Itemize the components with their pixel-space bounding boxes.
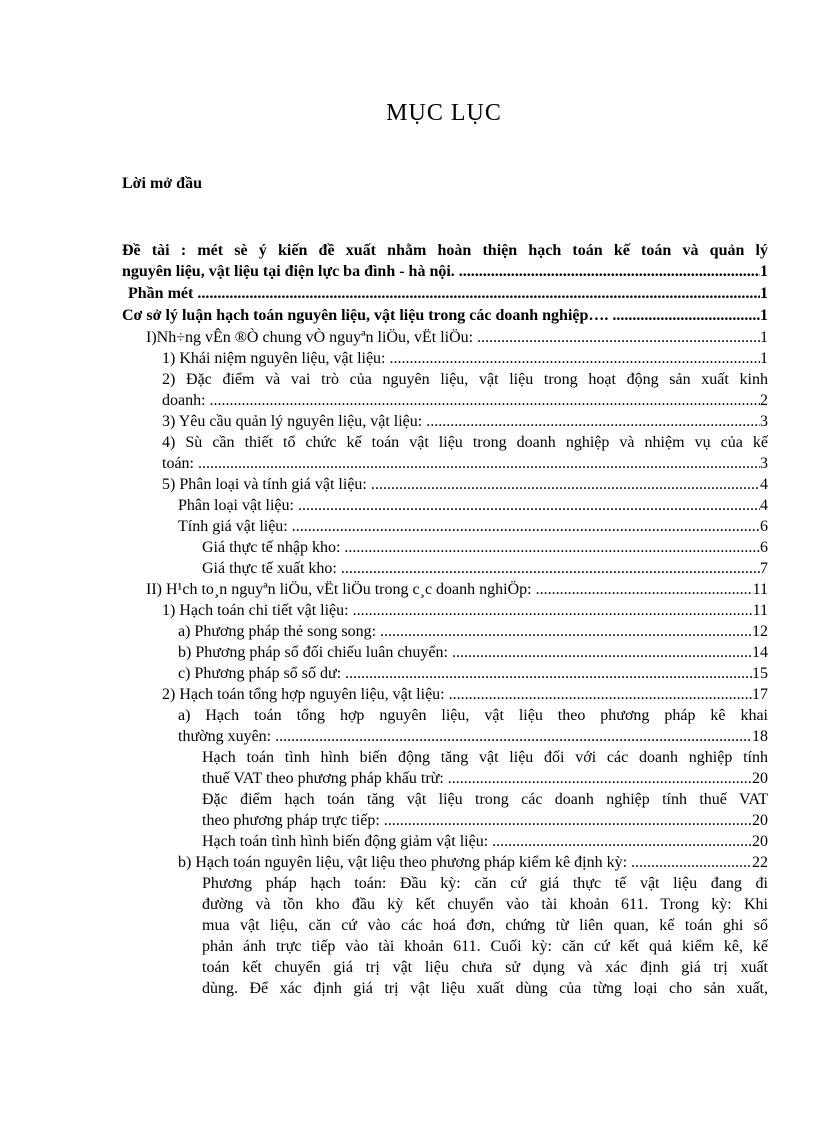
toc-entry-label: Giá thực tế xuất kho: xyxy=(202,560,337,577)
dot-leader xyxy=(448,642,752,663)
toc-page-number: 1 xyxy=(760,350,768,367)
toc-entry-s2-2a2 xyxy=(122,789,768,831)
toc-entry-label: b) Phương pháp sổ đối chiếu luân chuyển: xyxy=(178,644,448,661)
toc-entry-label: thuế VAT theo phương pháp khấu trừ: xyxy=(202,770,444,787)
toc-entry-label: 3) Yêu cầu quản lý nguyên liệu, vật liệu: xyxy=(162,413,423,430)
toc-entry-label: toán: xyxy=(162,455,194,472)
toc-entry-label: 1) Hạch toán chi tiết vật liệu: xyxy=(162,602,349,619)
toc-page-number: 4 xyxy=(760,476,768,493)
toc-entry-label: I)Nh÷ng vÊn ®Ò chung vÒ nguyªn liÖu, vËt liÖu: xyxy=(146,329,474,346)
toc-page-number: 12 xyxy=(752,623,768,640)
toc-entry-s1-5a xyxy=(122,495,768,516)
toc-entry-text-line: Hạch toán tình hình biến động tăng vật liệu đối với các doanh nghiệp tính xyxy=(202,749,768,766)
toc-entry-s2-1c xyxy=(122,663,768,684)
toc-entry-text-line: a) Hạch toán tổng hợp nguyên liệu, vật liệu theo phương pháp kê khai xyxy=(178,707,768,724)
toc-entry-s2-2a1 xyxy=(122,747,768,789)
toc-entry-s1-5b xyxy=(122,516,768,537)
toc-entry-label: theo phương pháp trực tiếp: xyxy=(202,812,380,829)
toc-entry-label: Hạch toán tình hình biến động giảm vật liệu: xyxy=(202,833,489,850)
toc-entry-label: 2) Hạch toán tổng hợp nguyên liệu, vật liệu: xyxy=(162,686,445,703)
toc-entry-label: Phân loại vật liệu: xyxy=(178,497,294,514)
toc-page-number: 11 xyxy=(752,581,768,598)
toc-entry-s1-4 xyxy=(122,432,768,474)
toc-page-number: 11 xyxy=(752,602,768,619)
toc-page-number: 22 xyxy=(752,854,768,871)
dot-leader xyxy=(367,474,760,495)
paragraph-line: mua vật liệu, căn cứ vào các hoá đơn, chứng từ liên quan, kế toán ghi sổ xyxy=(202,917,768,934)
toc-entry-label: c) Phương pháp sổ số dư: xyxy=(178,665,342,682)
dot-leader xyxy=(532,579,753,600)
toc-page-number: 2 xyxy=(760,392,768,409)
toc-entry-s2-2b xyxy=(122,852,768,873)
dot-leader xyxy=(341,663,752,684)
dot-leader xyxy=(288,516,760,537)
toc-entry-s1-3 xyxy=(122,411,768,432)
dot-leader xyxy=(194,453,760,474)
toc-entry-s1 xyxy=(122,327,768,348)
dot-leader xyxy=(340,537,760,558)
toc-entry-text-line: Đề tài : mét sè ý kiến đề xuất nhằm hoàn thiện hạch toán kế toán và quản lý xyxy=(122,242,768,259)
dot-leader xyxy=(473,327,760,348)
toc-entry-label: Cơ sở lý luận hạch toán nguyên liệu, vật liệu trong các doanh nghiệp…. xyxy=(122,307,609,324)
toc-entry-s2-1 xyxy=(122,600,768,621)
dot-leader xyxy=(271,726,752,747)
toc-page-number: 20 xyxy=(752,833,768,850)
toc-page-number: 20 xyxy=(752,812,768,829)
dot-leader xyxy=(608,305,760,326)
dot-leader xyxy=(627,852,752,873)
dot-leader xyxy=(294,495,760,516)
toc-page-number: 1 xyxy=(760,263,768,280)
toc-entry-s2-2a xyxy=(122,705,768,747)
toc-entry-s2-2a3 xyxy=(122,831,768,852)
toc-page-number: 7 xyxy=(760,560,768,577)
dot-leader xyxy=(386,348,761,369)
toc-page-number: 14 xyxy=(752,644,768,661)
dot-leader xyxy=(455,261,760,282)
dot-leader xyxy=(422,411,760,432)
table-of-contents xyxy=(122,240,768,999)
toc-entry-part1 xyxy=(122,283,768,304)
paragraph-line: đường và tồn kho đầu kỳ kết chuyển vào tài khoản 611. Trong kỳ: Khi xyxy=(202,896,768,913)
toc-entry-label: II) H¹ch to¸n nguyªn liÖu, vËt liÖu trong c¸c doanh nghiÖp: xyxy=(146,581,532,598)
dot-leader xyxy=(380,810,752,831)
toc-page-number: 18 xyxy=(752,728,768,745)
dot-leader xyxy=(445,684,752,705)
toc-entry-label: doanh: xyxy=(162,392,206,409)
toc-page-number: 6 xyxy=(760,518,768,535)
toc-entry-s2-2 xyxy=(122,684,768,705)
toc-entry-label: Giá thực tế nhập kho: xyxy=(202,539,341,556)
toc-page-number: 15 xyxy=(752,665,768,682)
toc-entry-s2-1b xyxy=(122,642,768,663)
toc-page-number: 20 xyxy=(752,770,768,787)
toc-entry-s1-5b2 xyxy=(122,558,768,579)
toc-page-number: 1 xyxy=(760,329,768,346)
toc-entry-label: 1) Khái niệm nguyên liệu, vật liệu: xyxy=(162,350,386,367)
toc-entry-text-line: 2) Đặc điểm và vai trò của nguyên liệu, vật liệu trong hoạt động sản xuất kinh xyxy=(162,371,768,388)
paragraph-line: phản ánh trực tiếp vào tài khoản 611. Cuối kỳ: căn cứ kết quả kiểm kê, kế xyxy=(202,938,768,955)
toc-entry-label: 5) Phân loại và tính giá vật liệu: xyxy=(162,476,367,493)
toc-page-number: 3 xyxy=(760,413,768,430)
intro-heading: Lời mở đầu xyxy=(122,175,202,192)
toc-entry-basis xyxy=(122,305,768,326)
toc-entry-s1-5b1 xyxy=(122,537,768,558)
toc-page-number: 17 xyxy=(752,686,768,703)
paragraph-line: Phương pháp hạch toán: Đầu kỳ: căn cứ giá thực tế vật liệu đang đi xyxy=(202,875,768,892)
toc-entry-text-line: Đặc điểm hạch toán tăng vật liệu trong các doanh nghiệp tính thuế VAT xyxy=(202,791,768,808)
dot-leader xyxy=(193,283,760,304)
toc-entry-label: b) Hạch toán nguyên liệu, vật liệu theo phương pháp kiểm kê định kỳ: xyxy=(178,854,628,871)
page-title: MỤC LỤC xyxy=(386,100,502,126)
toc-entry-s2 xyxy=(122,579,768,600)
toc-entry-s2-1a xyxy=(122,621,768,642)
toc-page-number: 4 xyxy=(760,497,768,514)
toc-entry-label: Phần mét xyxy=(128,285,194,302)
dot-leader xyxy=(206,390,760,411)
toc-page-number: 3 xyxy=(760,455,768,472)
toc-entry-label: a) Phương pháp thẻ song song: xyxy=(178,623,377,640)
paragraph-line: dùng. Để xác định giá trị vật liệu xuất dùng của từng loại cho sản xuất, xyxy=(202,980,768,997)
dot-leader xyxy=(376,621,752,642)
toc-page-number: 6 xyxy=(760,539,768,556)
method-paragraph xyxy=(122,873,768,999)
toc-entry-text-line: 4) Sù cần thiết tổ chức kế toán vật liệu trong doanh nghiệp và nhiệm vụ của kế xyxy=(162,434,768,451)
toc-entry-label: thường xuyên: xyxy=(178,728,272,745)
dot-leader xyxy=(444,768,752,789)
toc-page-number: 1 xyxy=(760,285,768,302)
dot-leader xyxy=(349,600,753,621)
toc-entry-topic xyxy=(122,240,768,282)
dot-leader xyxy=(337,558,760,579)
toc-entry-s1-1 xyxy=(122,348,768,369)
paragraph-line: toán kết chuyển giá trị vật liệu chưa sử dụng và xác định giá trị xuất xyxy=(202,959,768,976)
toc-page-number: 1 xyxy=(760,307,768,324)
dot-leader xyxy=(488,831,752,852)
toc-entry-s1-2 xyxy=(122,369,768,411)
toc-entry-s1-5 xyxy=(122,474,768,495)
toc-entry-label: Tính giá vật liệu: xyxy=(178,518,288,535)
toc-entry-label: nguyên liệu, vật liệu tại điện lực ba đình - hà nội. xyxy=(122,263,455,280)
